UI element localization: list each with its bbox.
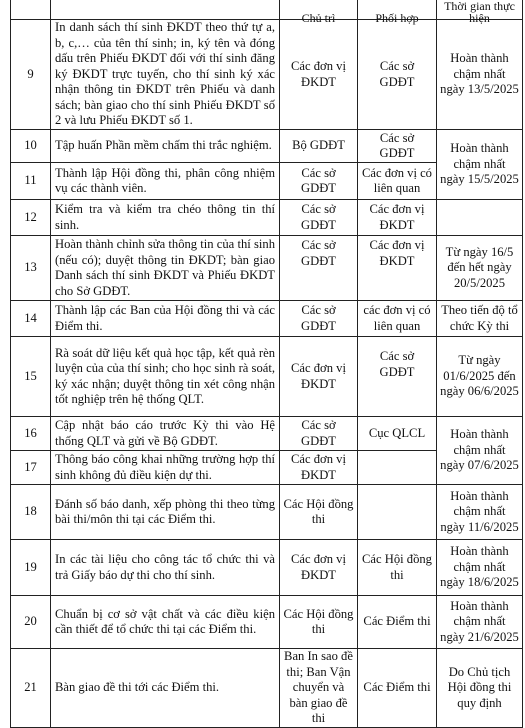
table-frame — [10, 0, 522, 725]
task-cell: Rà soát dữ liệu kết quả học tập, kết quả rèn luyện của của thí sinh; cho học sinh rà soát, ký xác nhận; duyệt thông tin xét công nhận tốt nghiệp trên hệ thống QLT. — [51, 337, 280, 417]
row-number: 9 — [11, 20, 51, 130]
coop-cell: các đơn vị có liên quan — [358, 301, 437, 337]
coop-cell: Các sở GDĐT — [358, 130, 437, 163]
row-number: 21 — [11, 649, 51, 728]
row-number: 11 — [11, 163, 51, 200]
task-cell: Kiểm tra và kiểm tra chéo thông tin thí sinh. — [51, 200, 280, 236]
table-row — [11, 417, 523, 451]
table-row — [11, 301, 523, 337]
header-cell-host: Chủ trì — [280, 0, 358, 20]
table-row — [11, 236, 523, 301]
coop-cell: Các Điểm thi — [358, 596, 437, 649]
row-number: 20 — [11, 596, 51, 649]
table-row — [11, 485, 523, 540]
row-number: 12 — [11, 200, 51, 236]
host-cell: Các sở GDĐT — [280, 200, 358, 236]
coop-cell — [358, 451, 437, 485]
task-cell: In các tài liệu cho công tác tổ chức thi và trả Giấy báo dự thi cho thí sinh. — [51, 540, 280, 596]
coop-cell: Các đơn vị ĐKDT — [358, 236, 437, 301]
coop-cell: Các Hội đồng thi — [358, 540, 437, 596]
time-cell: Hoàn thành chậm nhất ngày 21/6/2025 — [437, 596, 523, 649]
host-cell: Các sở GDĐT — [280, 301, 358, 337]
task-cell: Hoàn thành chỉnh sửa thông tin của thí sinh (nếu có); duyệt thông tin ĐKDT; bàn giao Danh sách thí sinh ĐKDT và Phiếu ĐKDT cho Sở GDĐT. — [51, 236, 280, 301]
task-cell: Thành lập các Ban của Hội đồng thi và các Điểm thi. — [51, 301, 280, 337]
table-row — [11, 540, 523, 596]
time-cell: Hoàn thành chậm nhất ngày 07/6/2025 — [437, 417, 523, 485]
row-number: 18 — [11, 485, 51, 540]
task-cell: Bàn giao đề thi tới các Điểm thi. — [51, 649, 280, 728]
time-cell: Hoàn thành chậm nhất ngày 11/6/2025 — [437, 485, 523, 540]
time-cell: Từ ngày 16/5 đến hết ngày 20/5/2025 — [437, 236, 523, 301]
coop-cell: Các sở GDĐT — [358, 337, 437, 417]
task-cell: Chuẩn bị cơ sở vật chất và các điều kiện cần thiết để tổ chức thi tại các Điểm thi. — [51, 596, 280, 649]
table-header-row — [11, 0, 523, 20]
coop-cell: Cục QLCL — [358, 417, 437, 451]
time-cell-empty — [437, 200, 523, 236]
row-number: 19 — [11, 540, 51, 596]
coop-cell: Các sở GDĐT — [358, 20, 437, 130]
table-row — [11, 649, 523, 728]
time-cell: Từ ngày 01/6/2025 đến ngày 06/6/2025 — [437, 337, 523, 417]
coop-cell — [358, 485, 437, 540]
host-cell: Các đơn vị ĐKDT — [280, 337, 358, 417]
table-row — [11, 20, 523, 130]
host-cell: Các sở GDĐT — [280, 417, 358, 451]
host-cell: Các sở GDĐT — [280, 163, 358, 200]
header-cell-task — [51, 0, 280, 20]
task-cell: Tập huấn Phần mềm chấm thi trắc nghiệm. — [51, 130, 280, 163]
time-cell: Hoàn thành chậm nhất ngày 18/6/2025 — [437, 540, 523, 596]
table-row — [11, 337, 523, 417]
schedule-table — [10, 0, 523, 728]
task-cell: Cập nhật báo cáo trước Kỳ thi vào Hệ thống QLT và gửi về Bộ GDĐT. — [51, 417, 280, 451]
task-cell: Thành lập Hội đồng thi, phân công nhiệm vụ các thành viên. — [51, 163, 280, 200]
host-cell: Các Hội đồng thi — [280, 485, 358, 540]
task-cell: Đánh số báo danh, xếp phòng thi theo từng bài thi/môn thi tại các Điểm thi. — [51, 485, 280, 540]
host-cell: Các sở GDĐT — [280, 236, 358, 301]
coop-cell: Các đơn vị ĐKDT — [358, 200, 437, 236]
header-cell-num — [11, 0, 51, 20]
time-cell: Theo tiến độ tổ chức Kỳ thi — [437, 301, 523, 337]
coop-cell: Các đơn vị có liên quan — [358, 163, 437, 200]
header-cell-coop: Phối hợp — [358, 0, 437, 20]
coop-cell: Các Điểm thi — [358, 649, 437, 728]
table-row — [11, 200, 523, 236]
host-cell: Bộ GDĐT — [280, 130, 358, 163]
table-row — [11, 596, 523, 649]
host-cell: Các Hội đồng thi — [280, 596, 358, 649]
row-number: 17 — [11, 451, 51, 485]
table-row — [11, 130, 523, 163]
header-cell-time: Thời gian thực hiện — [437, 0, 523, 20]
time-cell: Hoàn thành chậm nhất ngày 15/5/2025 — [437, 130, 523, 200]
task-cell: Thông báo công khai những trường hợp thí sinh không đủ điều kiện dự thi. — [51, 451, 280, 485]
row-number: 15 — [11, 337, 51, 417]
time-cell: Do Chủ tịch Hội đồng thi quy định — [437, 649, 523, 728]
task-cell: In danh sách thí sinh ĐKDT theo thứ tự a, b, c,… của tên thí sinh; in, ký tên và đóng dấu trên Phiếu ĐKDT đối với thí sinh đăng ký ĐKDT trực tuyến, cho thí sinh ký xác nhận thông tin ĐKDT trên Phiếu và danh sách; bàn giao cho thí sinh Phiếu ĐKDT số 2 và lưu Phiếu ĐKDT số 1. — [51, 20, 280, 130]
host-cell: Các đơn vị ĐKDT — [280, 20, 358, 130]
host-cell: Các đơn vị ĐKDT — [280, 451, 358, 485]
row-number: 13 — [11, 236, 51, 301]
row-number: 16 — [11, 417, 51, 451]
host-cell: Ban In sao đề thi; Ban Vận chuyển và bàn giao đề thi — [280, 649, 358, 728]
host-cell: Các đơn vị ĐKDT — [280, 540, 358, 596]
row-number: 10 — [11, 130, 51, 163]
row-number: 14 — [11, 301, 51, 337]
time-cell: Hoàn thành chậm nhất ngày 13/5/2025 — [437, 20, 523, 130]
